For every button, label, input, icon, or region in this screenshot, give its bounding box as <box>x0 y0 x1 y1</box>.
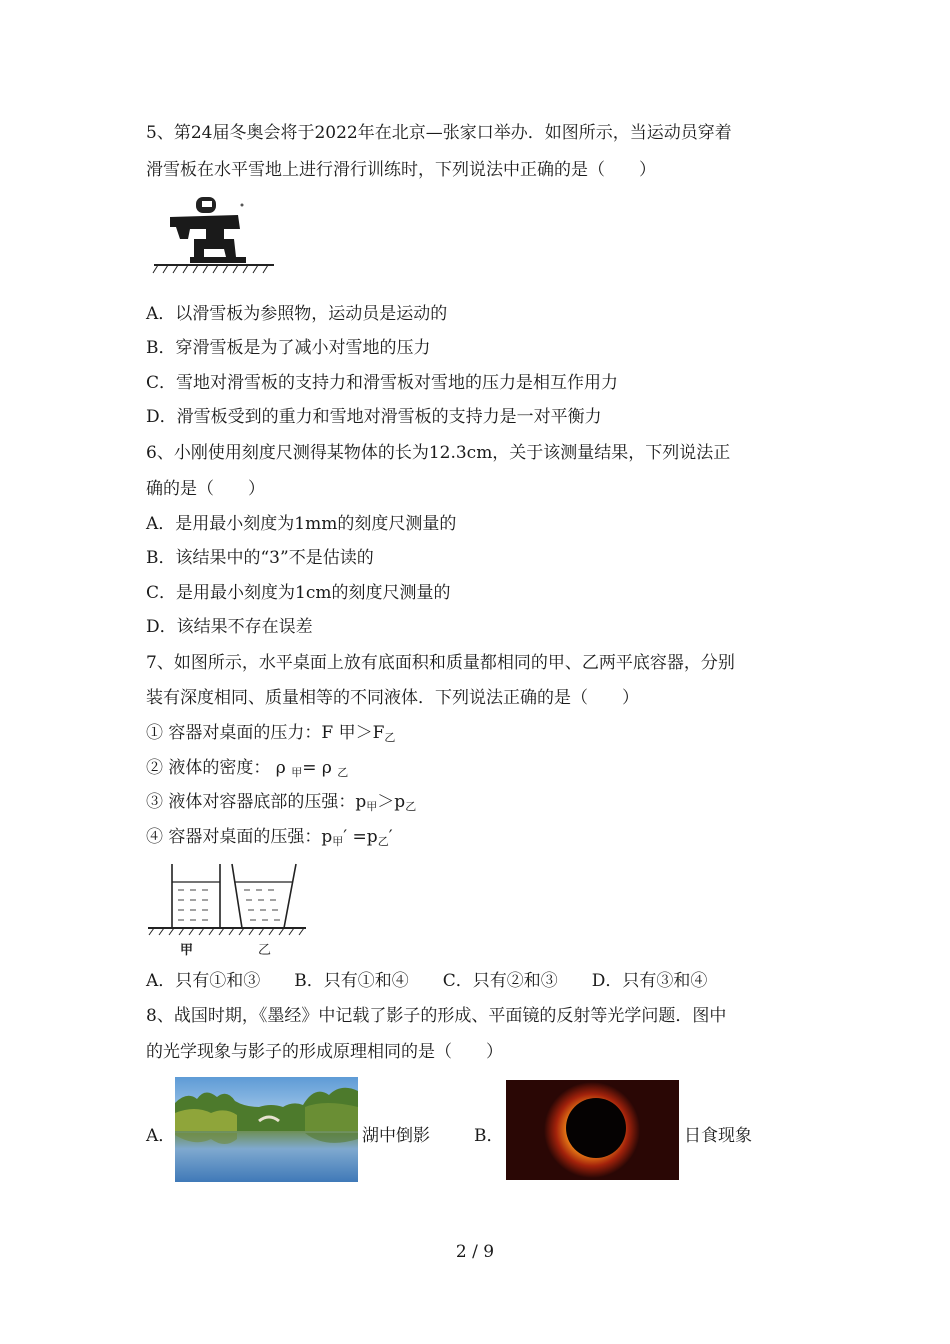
q5-stem-line2: 滑雪板在水平雪地上进行滑行训练时，下列说法中正确的是（ ） <box>146 160 656 180</box>
q6-option-b: B．该结果中的“3”不是估读的 <box>146 548 374 568</box>
q5-stem-line1: 5、第24届冬奥会将于2022年在北京—张家口举办．如图所示，当运动员穿着 <box>146 123 732 143</box>
q7-stem-line1: 7、如图所示，水平桌面上放有底面积和质量都相同的甲、乙两平底容器，分别 <box>146 653 735 673</box>
q6-stem-line2: 确的是（ ） <box>146 479 265 499</box>
q5-option-b: B．穿滑雪板是为了减小对雪地的压力 <box>146 338 431 358</box>
container-jia <box>172 864 220 928</box>
q6-option-a: A．是用最小刻度为1mm的刻度尺测量的 <box>146 514 457 534</box>
q6-option-c: C．是用最小刻度为1cm的刻度尺测量的 <box>146 583 451 603</box>
q7-statement-3: ③ 液体对容器底部的压强：$p_甲>p_乙$ <box>146 792 417 813</box>
q8-option-b-text: 日食现象 <box>684 1126 752 1146</box>
label-jia: 甲 <box>180 943 194 958</box>
q5-option-c: C．雪地对滑雪板的支持力和滑雪板对雪地的压力是相互作用力 <box>146 373 619 393</box>
q5-option-d: D．滑雪板受到的重力和雪地对滑雪板的支持力是一对平衡力 <box>146 407 602 427</box>
q7-statement-2: ② 液体的密度： ρ $_甲$= ρ $_乙$ <box>146 758 349 779</box>
containers-figure <box>148 860 308 960</box>
snowboarder-figure <box>150 195 275 275</box>
q8-option-b-letter: B． <box>474 1126 504 1146</box>
q8-option-a-text: 湖中倒影 <box>362 1126 430 1146</box>
q8-option-a-letter: A． <box>146 1126 176 1146</box>
solar-eclipse-photo <box>506 1080 679 1180</box>
q7-stem-line2: 装有深度相同、质量相等的不同液体．下列说法正确的是（ ） <box>146 688 639 708</box>
snowboarder-body <box>170 215 240 257</box>
q5-option-a: A．以滑雪板为参照物，运动员是运动的 <box>146 304 448 324</box>
page-number: 2 / 9 <box>455 1242 495 1262</box>
q6-option-d: D．该结果不存在误差 <box>146 617 313 637</box>
q8-stem-line1: 8、战国时期，《墨经》中记载了影子的形成、平面镜的反射等光学问题．图中 <box>146 1006 727 1026</box>
q7-statement-1: ① 容器对桌面的压力：F 甲$>F_乙$ <box>146 723 396 744</box>
q8-stem-line2: 的光学现象与影子的形成原理相同的是（ ） <box>146 1042 503 1062</box>
q7-options: A．只有①和③ B．只有①和④ C．只有②和③ D．只有③和④ <box>146 971 708 991</box>
container-yi <box>232 864 296 928</box>
snowboard <box>190 257 246 263</box>
q6-stem-line1: 6、小刚使用刻度尺测得某物体的长为12.3cm，关于该测量结果，下列说法正 <box>146 443 731 463</box>
lake-reflection-photo <box>175 1077 358 1182</box>
label-yi: 乙 <box>258 943 272 958</box>
q7-statement-4: ④ 容器对桌面的压强：$p_甲' =p_乙'$ <box>146 827 393 848</box>
